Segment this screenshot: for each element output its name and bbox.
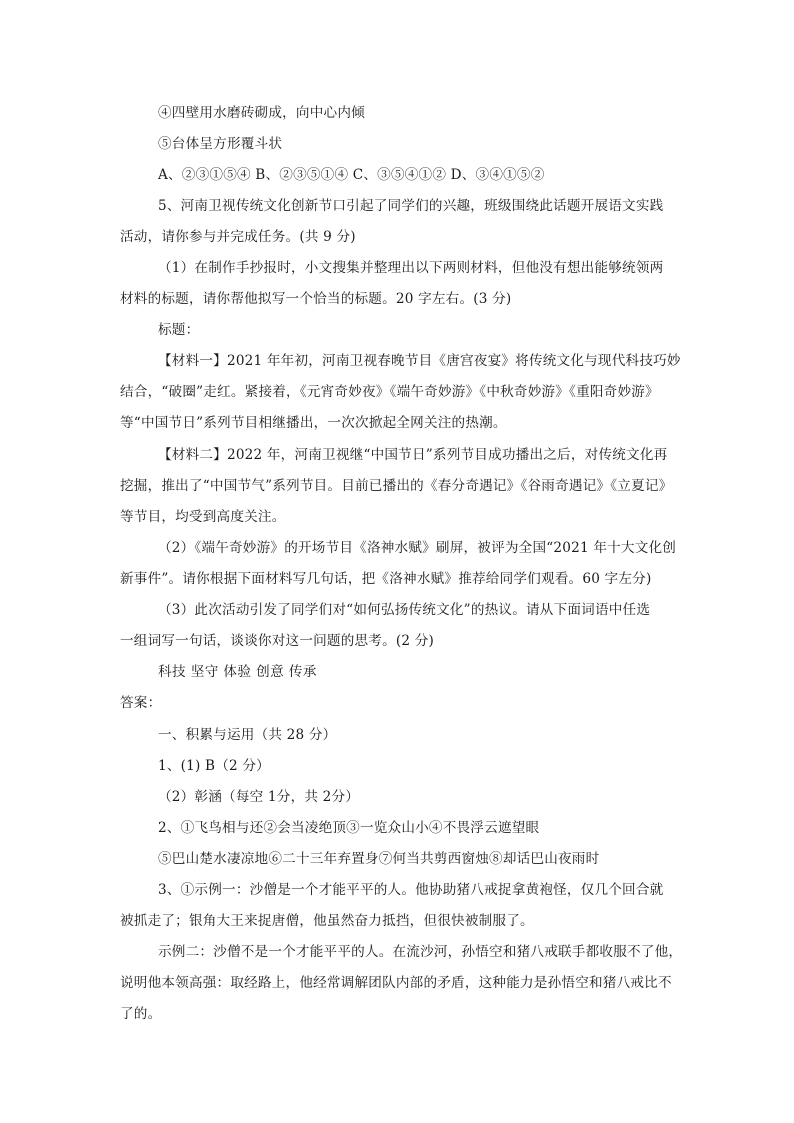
answer-line: 1、(1) B（2 分） [158,758,270,774]
material-1-line: 【材料一】2021 年年初，河南卫视春晚节目《唐宫夜宴》将传统文化与现代科技巧妙 [158,353,681,369]
answer-options-line: A、②③①⑤④ B、②③⑤①④ C、③⑤④①② D、③④①⑤② [158,167,545,183]
subquestion-1-line: （1）在制作手抄报时，小文搜集并整理出以下两则材料，但他没有想出能够统领两 [158,260,664,276]
answer-line: 说明他本领高强：取经路上，他经常调解团队内部的矛盾，这种能力是孙悟空和猪八戒比不 [120,975,672,991]
subquestion-3-line: （3）此次活动引发了同学们对“如何弘扬传统文化”的热议。请从下面词语中任选 [158,602,651,618]
answer-line: 示例二：沙僧不是一个才能平平的人。在流沙河，孙悟空和猪八戒联手都收服不了他， [158,944,683,960]
material-2-line: 【材料二】2022 年，河南卫视继“中国节日”系列节目成功播出之后，对传统文化再 [158,447,668,463]
text-line: 新事件”。请你根据下面材料写几句话，把《洛神水赋》推荐给同学们观看。60 字左分) [120,571,652,587]
answer-line: 被抓走了；银角大王来捉唐僧，他虽然奋力抵挡，但很快被制服了。 [120,913,534,929]
text-line: 挖掘，推出了“中国节气”系列节目。目前已播出的《春分奇遇记》《谷雨奇遇记》《立夏记》 [120,478,673,494]
text-line: 一组词写一句话，谈谈你对这一问题的思考。(2 分) [120,633,435,649]
subquestion-2-line: （2）《端午奇妙游》的开场节目《洛神水赋》刷屏，被评为全国“2021 年十大文化创 [158,540,677,556]
answer-line: 2、①飞鸟相与还②会当凌绝顶③一览众山小④不畏浮云遮望眼 [158,820,540,836]
title-label: 标题： [158,322,200,338]
answer-line: ⑤巴山楚水凄凉地⑥二十三年弃置身⑦何当共剪西窗烛⑧却话巴山夜雨时 [158,851,600,867]
answer-line: 了的。 [120,1006,162,1022]
text-line: ④四壁用水磨砖砌成，向中心内倾 [158,105,365,121]
keyword-line: 科技 坚守 体验 创意 传承 [158,664,317,680]
text-line: ⑤台体呈方形覆斗状 [158,136,283,152]
section-heading: 一、积累与运用（共 28 分） [158,727,337,743]
text-line: 活动，请你参与并完成任务。(共 9 分) [120,229,356,245]
question-5-line: 5、河南卫视传统文化创新节口引起了同学们的兴趣，班级围绕此话题开展语文实践 [158,198,664,214]
text-line: 等“中国节日”系列节目相继播出，一次次掀起全网关注的热潮。 [120,415,507,431]
text-line: 材料的标题，请你帮他拟写一个恰当的标题。20 字左右。(3 分) [120,291,512,307]
answer-line: 3、①示例一：沙僧是一个才能平平的人。他协助猪八戒捉拿黄袍怪，仅几个回合就 [158,882,664,898]
answer-heading: 答案： [120,695,162,711]
text-line: 等节目，均受到高度关注。 [120,509,286,525]
answer-line: （2）彰涵（每空 1分，共 2分） [158,789,360,805]
text-line: 结合，“破圈”走红。紧接着，《元宵奇妙夜》《端午奇妙游》《中秋奇妙游》《重阳奇妙游》 [120,384,659,400]
